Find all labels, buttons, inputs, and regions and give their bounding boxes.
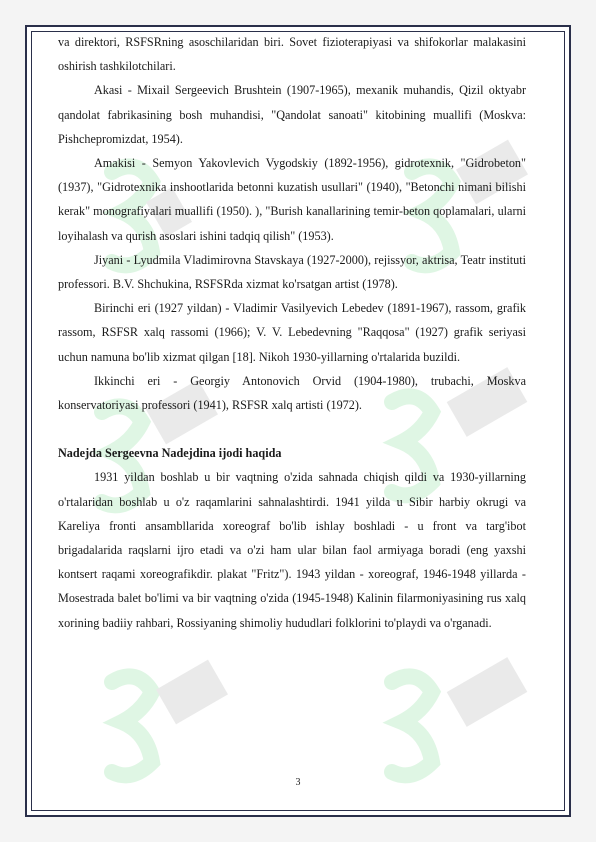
paragraph: va direktori, RSFSRning asoschilaridan biri. Sovet fizioterapiyasi va shifokorlar malakasini oshirish tashkilotchilari.	[58, 35, 526, 74]
paragraph: Jiyani - Lyudmila Vladimirovna Stavskaya (1927-2000), rejissyor, aktrisa, Teatr instituti professori. B.V. Shchukina, RSFSRda xizmat ko'rsatgan artist (1978).	[58, 252, 526, 292]
page-number: 3	[295, 777, 301, 788]
paragraph: Amakisi - Semyon Yakovlevich Vygodskiy (1892-1956), gidrotexnik, "Gidrobeton" (1937), "Gidrotexnika inshootlarida betonni kuzatish usullari" (1940), "Betonchi nimani bilishi kerak" monografiyalari muallifi (1950). ), "Burish kanallarining temir-beton qoplamalari, ularni loyihalash va qurish asoslari ishini tadqiq qilish" (1953).	[58, 156, 526, 243]
paragraph: Ikkinchi eri - Georgiy Antonovich Orvid (1904-1980), trubachi, Moskva konservatoriyasi professori (1941), RSFSR xalq artisti (1972).	[58, 373, 526, 413]
document-body	[58, 30, 526, 635]
paragraph: Akasi - Mixail Sergeevich Brushtein (1907-1965), mexanik muhandis, Qizil oktyabr qandolat fabrikasining bosh muhandisi, "Qandolat sanoati" kitobining muallifi (Moskva: Pishchepromizdat, 1954).	[58, 83, 526, 146]
paragraph: Birinchi eri (1927 yildan) - Vladimir Vasilyevich Lebedev (1891-1967), rassom, grafik rassom, RSFSR xalq rassomi (1966); V. V. Lebedevning "Raqqosa" (1927) grafik seriyasi uchun namuna bo'lib xizmat qilgan [18]. Nikoh 1930-yillarning o'rtalarida buzildi.	[58, 301, 526, 364]
section-heading: Nadejda Sergeevna Nadejdina ijodi haqida	[58, 446, 282, 461]
paragraph: 1931 yildan boshlab u bir vaqtning o'zida sahnada chiqish qildi va 1930-yillarning o'rtalaridan boshlab u o'z raqamlarini sahnalashtirdi. 1941 yilda u Sibir harbiy okrugi va Kareliya fronti ansambllarida xoreograf bo'lib ishlay boshladi - u front va targ'ibot brigadalarida raqslarni ijro etadi va o'zi ham ular bilan faol armiyaga boradi (eng yaxshi kontsert raqami xoreografikdir. plakat "Fritz"). 1943 yildan - xoreograf, 1946-1948 yillarda - Mosestrada balet bo'limi va bir vaqtning o'zida (1945-1948) Kalinin filarmoniyasining rus xalq xorining badiiy rahbari, Rossiyaning shimoliy hududlari folklorini to'playdi va o'rganadi.	[58, 470, 526, 630]
